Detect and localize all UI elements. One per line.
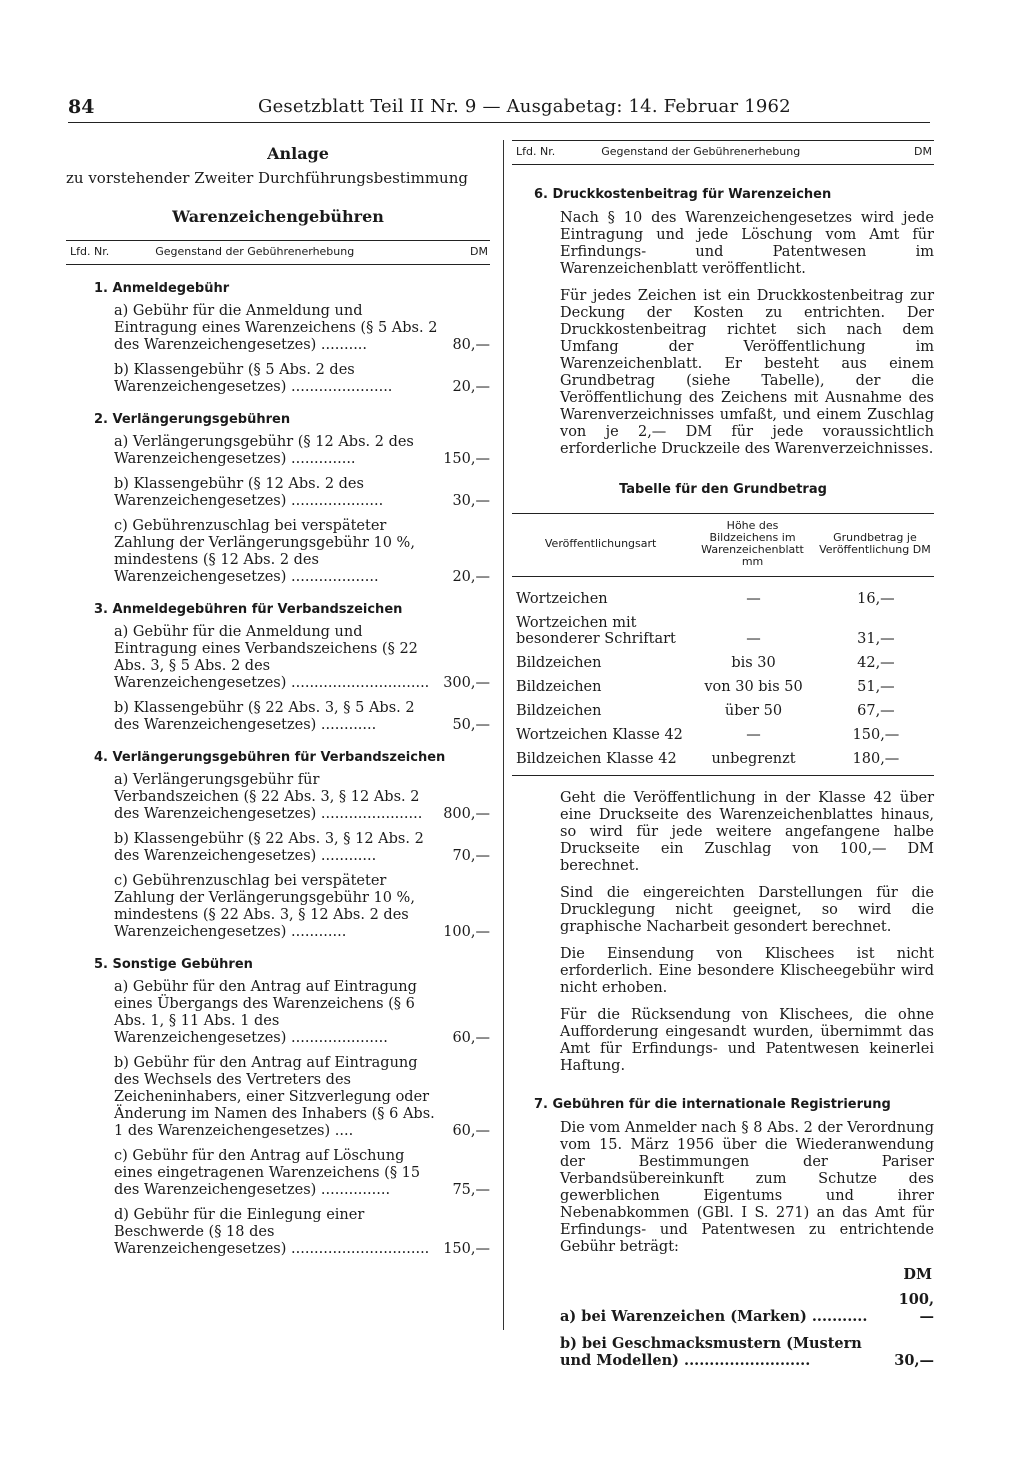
fee-item-text: c) Gebührenzuschlag bei verspäteter Zahlung der Verlängerungsgebühr 10 %, mindestens (§ 22 Abs. 3, § 12 Abs. 2 des Warenzeichengesetzes) ............	[114, 873, 415, 940]
section-7-item-text: b) bei Geschmacksmustern (Mustern und Modellen) .........................	[560, 1335, 862, 1369]
fee-item	[114, 624, 490, 692]
cell-art: Wortzeichen Klasse 42	[516, 727, 683, 743]
fee-item	[114, 979, 490, 1047]
cell-hoehe: —	[746, 727, 761, 743]
fee-item-amount: 30,—	[452, 493, 490, 509]
fee-item-text: a) Gebühr für den Antrag auf Eintragung eines Übergangs des Warenzeichens (§ 6 Abs. 1, § 11 Abs. 1 des Warenzeichengesetzes) .....................	[114, 979, 417, 1046]
fee-item-text: a) Verlängerungsgebühr (§ 12 Abs. 2 des Warenzeichengesetzes) ..............	[114, 434, 414, 467]
section-6-paragraph: Für jedes Zeichen ist ein Druckkostenbeitrag zur Deckung der Kosten zu entrichten. Der Druckkostenbeitrag richtet sich nach dem Umfang der Veröffentlichung im Warenzeichenblatt. Er besteht aus einem Grundbetrag (siehe Tabelle), der die Veröffentlichung des Zeichens mit Ausnahme des Warenverzeichnisses umfaßt, und einem Zuschlag von je 2,— DM für jede voraussichtlich erforderliche Druckzeile des Warenverzeichnisses.	[560, 288, 934, 457]
table-row	[512, 748, 934, 776]
table-header-dm: Grundbetrag je Veröffentlichung DM	[816, 514, 934, 577]
fee-group-title: 1. Anmeldegebühr	[94, 281, 230, 296]
fee-item-text: a) Gebühr für die Anmeldung und Eintragung eines Verbandszeichens (§ 22 Abs. 3, § 5 Abs. 2 des Warenzeichengesetzes) ..............................	[114, 624, 430, 691]
fee-item-text: d) Gebühr für die Einlegung einer Beschwerde (§ 18 des Warenzeichengesetzes) ..............................	[114, 1207, 430, 1257]
table-row	[512, 724, 934, 748]
fee-item-amount: 150,—	[443, 1241, 490, 1257]
col-head-subject: Gegenstand der Gebührenerhebung	[601, 145, 801, 158]
column-header	[66, 240, 490, 265]
after-table-paragraph: Geht die Veröffentlichung in der Klasse 42 über eine Druckseite des Warenzeichenblattes hinaus, so wird für jede weitere angefangene halbe Druckseite ein Zuschlag von 100,— DM berechnet.	[560, 790, 934, 874]
cell-hoehe: bis 30	[731, 655, 776, 671]
fee-item-amount: 100,—	[443, 924, 490, 940]
fee-item-text: c) Gebührenzuschlag bei verspäteter Zahlung der Verlängerungsgebühr 10 %, mindestens (§ 12 Abs. 2 des Warenzeichengesetzes) ...................	[114, 518, 415, 585]
col-head-nr: Lfd. Nr.	[516, 145, 556, 158]
fee-item-amount: 150,—	[443, 451, 490, 467]
fee-item	[114, 518, 490, 586]
table-header-art: Veröffentlichungsart	[512, 514, 689, 577]
after-table-paragraph: Sind die eingereichten Darstellungen für die Drucklegung nicht geeignet, so wird die graphische Nacharbeit gesondert berechnet.	[560, 885, 934, 935]
fee-group-verlaengerung	[66, 412, 490, 586]
fee-item	[114, 476, 490, 510]
fee-item	[114, 1148, 490, 1199]
cell-dm: 42,—	[857, 655, 895, 671]
fee-group-sonstige	[66, 957, 490, 1258]
fee-item-text: b) Klassengebühr (§ 5 Abs. 2 des Warenzeichengesetzes) ......................	[114, 362, 393, 395]
fee-item-amount: 60,—	[452, 1030, 490, 1046]
column-divider	[503, 140, 504, 1330]
section-7-paragraph: Die vom Anmelder nach § 8 Abs. 2 der Verordnung vom 15. März 1956 über die Wiederanwendung der Bestimmungen der Pariser Verbandsübereinkunft zum Schutze des gewerblichen Eigentums und ihrer Nebenabkommen (GBl. I S. 271) an das Amt für Erfindungs- und Patentwesen zu entrichtende Gebühr beträgt:	[560, 1120, 934, 1255]
after-table-paragraph: Für die Rücksendung von Klischees, die ohne Aufforderung eingesandt wurden, übernimmt das Amt für Erfindungs- und Patentwesen keinerlei Haftung.	[560, 1007, 934, 1074]
cell-dm: 180,—	[816, 748, 934, 776]
fee-item	[114, 772, 490, 823]
cell-dm: 31,—	[857, 631, 895, 647]
fee-group-title: 5. Sonstige Gebühren	[94, 957, 253, 972]
section-title: Warenzeichengebühren	[172, 207, 384, 226]
cell-hoehe: —	[746, 631, 761, 647]
running-header: Gesetzblatt Teil II Nr. 9 — Ausgabetag: 14. Februar 1962	[258, 96, 791, 117]
col-head-nr: Lfd. Nr.	[70, 245, 110, 258]
cell-art: Bildzeichen	[516, 655, 602, 671]
section-7-item	[560, 1335, 934, 1369]
fee-item-amount: 20,—	[452, 569, 490, 585]
fee-group-anmeldung	[66, 281, 490, 396]
fee-item-amount: 20,—	[452, 379, 490, 395]
cell-art: Bildzeichen	[516, 679, 602, 695]
section-7-item	[560, 1291, 934, 1325]
section-6-paragraph: Nach § 10 des Warenzeichengesetzes wird jede Eintragung und jede Löschung vom Amt für Erfindungs- und Patentwesen im Warenzeichenblatt veröffentlicht.	[560, 210, 934, 277]
fee-group-title: 4. Verlängerungsgebühren für Verbandszeichen	[94, 750, 446, 765]
table-header-hoehe: Höhe des Bildzeichens im Warenzeichenblatt mm	[689, 514, 816, 577]
fee-item-amount: 60,—	[452, 1123, 490, 1139]
fee-item-text: b) Gebühr für den Antrag auf Eintragung des Wechsels des Vertreters des Zeicheninhabers, einer Sitzverlegung oder Änderung im Namen des Inhabers (§ 6 Abs. 1 des Warenzeichengesetzes) ....	[114, 1055, 435, 1139]
fee-item-text: b) Klassengebühr (§ 22 Abs. 3, § 12 Abs. 2 des Warenzeichengesetzes) ............	[114, 831, 424, 864]
cell-art: Bildzeichen	[516, 703, 602, 719]
header-rule	[68, 122, 930, 123]
fee-item	[114, 873, 490, 941]
fee-item-text: a) Gebühr für die Anmeldung und Eintragung eines Warenzeichens (§ 5 Abs. 2 des Warenzeichengesetzes) ..........	[114, 303, 438, 353]
fee-item	[114, 362, 490, 396]
section-7-title: 7. Gebühren für die internationale Registrierung	[534, 1097, 891, 1112]
fee-item-amount: 70,—	[452, 848, 490, 864]
fee-item-amount: 300,—	[443, 675, 490, 691]
section-7-item-amount: 30,—	[894, 1352, 934, 1369]
cell-art: Wortzeichen mit besonderer Schriftart	[516, 615, 676, 647]
fee-item	[114, 303, 490, 354]
cell-hoehe: unbegrenzt	[689, 748, 816, 776]
col-head-dm: DM	[470, 245, 488, 258]
fee-item-amount: 50,—	[452, 717, 490, 733]
left-column	[66, 140, 490, 1266]
cell-dm: 51,—	[857, 679, 895, 695]
fee-group-verlaengerung-verband	[66, 750, 490, 941]
right-column	[512, 140, 934, 1379]
column-header	[512, 140, 934, 165]
annex-title: Anlage	[267, 144, 329, 163]
fee-item	[114, 1055, 490, 1140]
cell-dm: 16,—	[857, 591, 895, 607]
fee-item	[114, 700, 490, 734]
table-row	[512, 577, 934, 613]
page-number: 84	[68, 96, 95, 118]
section-7-item-text: a) bei Warenzeichen (Marken) ...........	[560, 1308, 868, 1325]
section-6-title: 6. Druckkostenbeitrag für Warenzeichen	[534, 187, 832, 202]
fee-item	[114, 831, 490, 865]
fee-item	[114, 434, 490, 468]
table-row	[512, 612, 934, 652]
fee-group-title: 2. Verlängerungsgebühren	[94, 412, 291, 427]
cell-hoehe: —	[746, 591, 761, 607]
cell-hoehe: von 30 bis 50	[704, 679, 803, 695]
table-row	[512, 700, 934, 724]
grundbetrag-table	[512, 513, 934, 776]
fee-item	[114, 1207, 490, 1258]
table-title: Tabelle für den Grundbetrag	[619, 482, 827, 497]
annex-subtitle: zu vorstehender Zweiter Durchführungsbestimmung	[66, 169, 468, 187]
table-row	[512, 652, 934, 676]
fee-item-text: a) Verlängerungsgebühr für Verbandszeichen (§ 22 Abs. 3, § 12 Abs. 2 des Warenzeichengesetzes) ......................	[114, 772, 423, 822]
fee-item-text: b) Klassengebühr (§ 12 Abs. 2 des Warenzeichengesetzes) ....................	[114, 476, 384, 509]
col-head-subject: Gegenstand der Gebührenerhebung	[155, 245, 355, 258]
section-7-dm-label: DM	[903, 1266, 932, 1283]
fee-group-title: 3. Anmeldegebühren für Verbandszeichen	[94, 602, 403, 617]
after-table-paragraph: Die Einsendung von Klischees ist nicht erforderlich. Eine besondere Klischeegebühr wird nicht erhoben.	[560, 946, 934, 996]
cell-dm: 67,—	[857, 703, 895, 719]
fee-item-text: c) Gebühr für den Antrag auf Löschung eines eingetragenen Warenzeichens (§ 15 des Warenzeichengesetzes) ...............	[114, 1148, 421, 1198]
fee-item-amount: 800,—	[443, 806, 490, 822]
section-7-item-amount: 100,—	[898, 1291, 934, 1325]
col-head-dm: DM	[914, 145, 932, 158]
cell-art: Bildzeichen Klasse 42	[512, 748, 689, 776]
fee-group-verbandszeichen	[66, 602, 490, 734]
cell-hoehe: über 50	[724, 703, 783, 719]
cell-art: Wortzeichen	[516, 591, 608, 607]
table-row	[512, 676, 934, 700]
fee-item-amount: 80,—	[452, 337, 490, 353]
cell-dm: 150,—	[852, 727, 900, 743]
fee-item-amount: 75,—	[452, 1182, 490, 1198]
fee-item-text: b) Klassengebühr (§ 22 Abs. 3, § 5 Abs. 2 des Warenzeichengesetzes) ............	[114, 700, 415, 733]
